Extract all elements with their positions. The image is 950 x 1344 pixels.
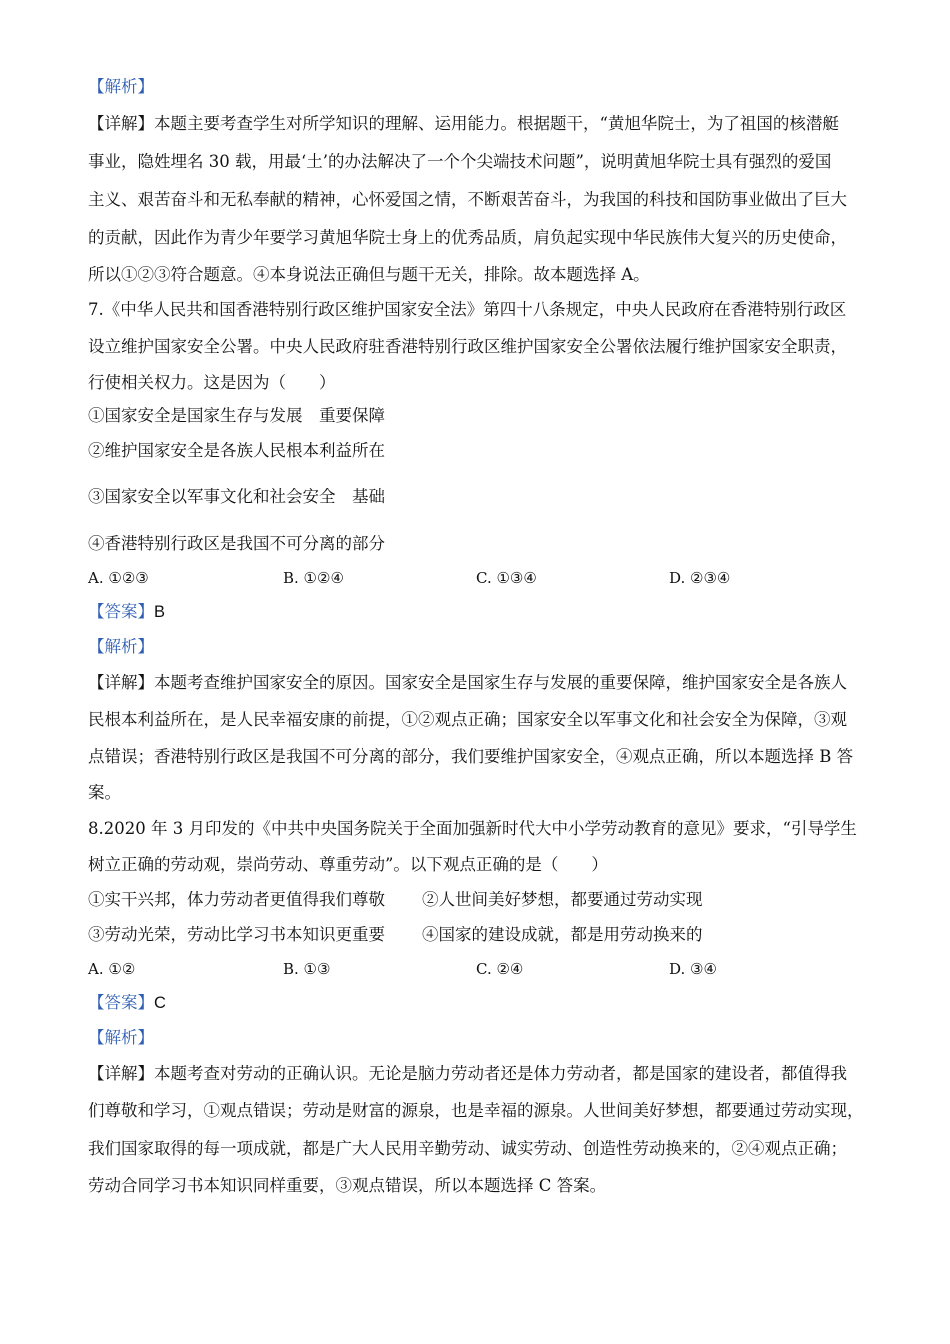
q8-detail-line: 劳动合同学习书本知识同样重要，③观点错误，所以本题选择 C 答案。 — [88, 1176, 607, 1195]
q7-statement: ①国家安全是国家生存与发展 重要保障 — [88, 406, 385, 425]
q8-statement: ①实干兴邦，体力劳动者更值得我们尊敬 — [88, 890, 385, 909]
q6-detail-line: 所以①②③符合题意。④本身说法正确但与题干无关，排除。故本题选择 A。 — [88, 265, 650, 284]
q8-answer-value: C — [154, 994, 166, 1012]
q7-option-a: A. ①②③ — [88, 569, 149, 587]
q7-answer-value: B — [154, 603, 166, 621]
q8-detail-line: 我们国家取得的每一项成就，都是广大人民用辛勤劳动、诚实劳动、创造性劳动换来的，②④观点正确； — [88, 1139, 847, 1158]
q8-option-c: C. ②④ — [476, 960, 524, 978]
q6-jiexi-label: 【解析】 — [88, 77, 154, 96]
q8-stem-line: 8.2020 年 3 月印发的《中共中央国务院关于全面加强新时代大中小学劳动教育的意见》要求，“引导学生 — [88, 819, 857, 838]
q7-answer — [88, 601, 165, 623]
q8-option-b: B. ①③ — [283, 960, 331, 978]
q8-stem-line: 树立正确的劳动观，崇尚劳动、尊重劳动”。以下观点正确的是（ ） — [88, 855, 608, 874]
q8-option-d: D. ③④ — [669, 960, 717, 978]
q6-detail-line: 事业，隐姓埋名 30 载，用最‘土’的办法解决了一个个尖端技术问题”，说明黄旭华院士具有强烈的爱国 — [88, 152, 832, 171]
q8-statement: ④国家的建设成就，都是用劳动换来的 — [422, 925, 703, 944]
q8-statement: ②人世间美好梦想，都要通过劳动实现 — [422, 890, 703, 909]
q8-option-a: A. ①② — [88, 960, 136, 978]
q6-detail-line: 主义、艰苦奋斗和无私奉献的精神，心怀爱国之情，不断艰苦奋斗，为我国的科技和国防事业做出了巨大 — [88, 190, 847, 209]
q6-detail-line: 【详解】本题主要考查学生对所学知识的理解、运用能力。根据题干，“黄旭华院士，为了祖国的核潜艇 — [88, 114, 839, 133]
q7-detail-line: 民根本利益所在，是人民幸福安康的前提，①②观点正确；国家安全以军事文化和社会安全为保障，③观 — [88, 710, 847, 729]
q8-detail-line: 【详解】本题考查对劳动的正确认识。无论是脑力劳动者还是体力劳动者，都是国家的建设者，都值得我 — [88, 1064, 847, 1083]
q7-option-b: B. ①②④ — [283, 569, 344, 587]
q7-statement: ②维护国家安全是各族人民根本利益所在 — [88, 441, 385, 460]
q7-detail-line: 【详解】本题考查维护国家安全的原因。国家安全是国家生存与发展的重要保障，维护国家安全是各族人 — [88, 673, 847, 692]
q7-statement: ③国家安全以军事文化和社会安全 基础 — [88, 487, 385, 506]
q7-option-c: C. ①③④ — [476, 569, 537, 587]
q7-detail-line: 点错误；香港特别行政区是我国不可分离的部分，我们要维护国家安全，④观点正确，所以本题选择 B 答 — [88, 747, 854, 766]
q7-stem-line: 行使相关权力。这是因为（ ） — [88, 373, 336, 392]
q7-detail-line: 案。 — [88, 783, 121, 802]
q7-jiexi-label: 【解析】 — [88, 637, 154, 656]
q8-answer-label: 【答案】 — [88, 993, 154, 1012]
q7-stem-line: 7.《中华人民共和国香港特别行政区维护国家安全法》第四十八条规定，中央人民政府在香港特别行政区 — [88, 300, 847, 319]
q7-option-d: D. ②③④ — [669, 569, 731, 587]
q8-statement: ③劳动光荣，劳动比学习书本知识更重要 — [88, 925, 385, 944]
q6-detail-line: 的贡献，因此作为青少年要学习黄旭华院士身上的优秀品质，肩负起实现中华民族伟大复兴的历史使命， — [88, 228, 847, 247]
q8-detail-line: 们尊敬和学习，①观点错误；劳动是财富的源泉，也是幸福的源泉。人世间美好梦想，都要通过劳动实现， — [88, 1101, 864, 1120]
q7-answer-label: 【答案】 — [88, 602, 154, 621]
q8-answer — [88, 992, 166, 1014]
q8-jiexi-label: 【解析】 — [88, 1028, 154, 1047]
q7-statement: ④香港特别行政区是我国不可分离的部分 — [88, 534, 385, 553]
q7-stem-line: 设立维护国家安全公署。中央人民政府驻香港特别行政区维护国家安全公署依法履行维护国家安全职责， — [88, 337, 847, 356]
